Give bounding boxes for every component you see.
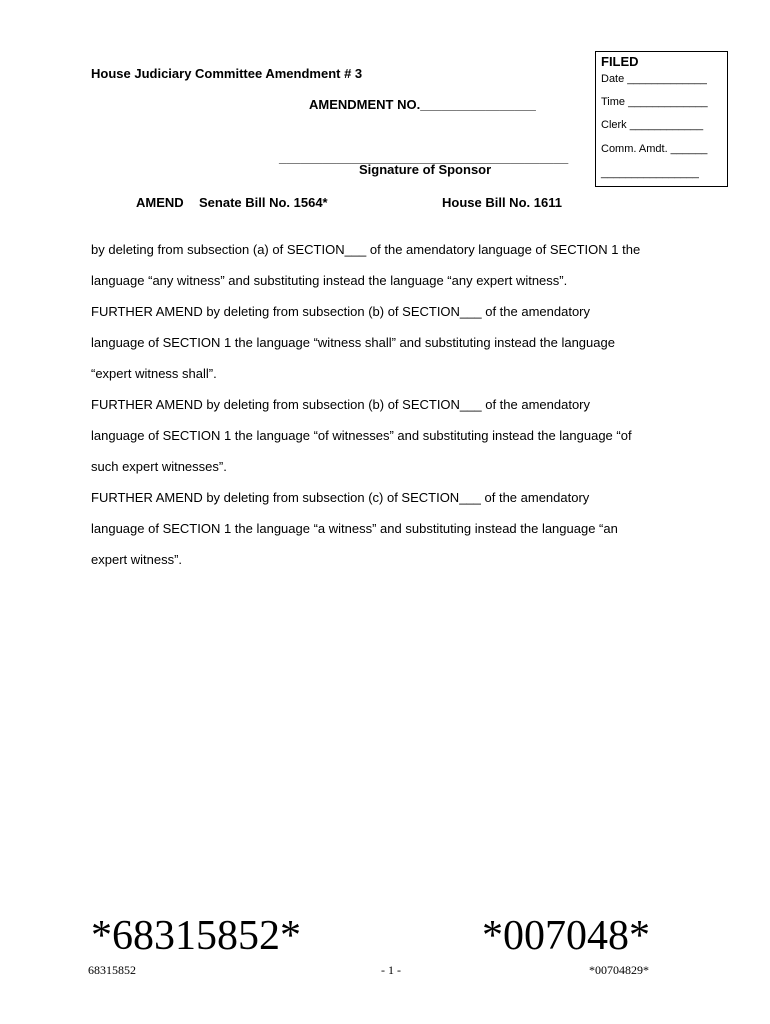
filed-time: Time _____________	[601, 96, 708, 108]
page-number: - 1 -	[381, 963, 401, 977]
barcode-right: *007048*	[482, 913, 650, 959]
body-line: FURTHER AMEND by deleting from subsection (b) of SECTION___ of the amendatory	[91, 397, 591, 412]
body-line: “expert witness shall”.	[91, 366, 217, 381]
body-line: language of SECTION 1 the language “a witness” and substituting instead the language “an	[91, 521, 618, 536]
filed-date: Date _____________	[601, 73, 707, 85]
senate-bill-number: Senate Bill No. 1564*	[199, 195, 328, 210]
footer-code-left: 68315852	[88, 963, 136, 977]
body-line: language of SECTION 1 the language “of witnesses” and substituting instead the language “of	[91, 428, 632, 443]
amend-label: AMEND	[136, 195, 184, 210]
body-line: language of SECTION 1 the language “witness shall” and substituting instead the language	[91, 335, 615, 350]
body-line: FURTHER AMEND by deleting from subsection (b) of SECTION___ of the amendatory	[91, 304, 591, 319]
amendment-number: AMENDMENT NO.________________	[309, 97, 536, 112]
filed-blank-line: ________________	[601, 167, 699, 179]
body-line: such expert witnesses”.	[91, 459, 227, 474]
house-bill-number: House Bill No. 1611	[442, 195, 562, 210]
signature-line: ________________________________________	[279, 150, 569, 165]
document-title: House Judiciary Committee Amendment # 3	[91, 66, 363, 81]
footer-code-right: *00704829*	[589, 963, 649, 977]
filed-clerk: Clerk ____________	[601, 119, 704, 131]
body-line: language “any witness” and substituting instead the language “any expert witness”.	[91, 273, 568, 288]
body-line: by deleting from subsection (a) of SECTION___ of the amendatory language of SECTION 1 the	[91, 242, 641, 257]
body-line: expert witness”.	[91, 552, 183, 567]
filed-title: FILED	[601, 54, 639, 69]
filed-comm-amdt: Comm. Amdt. ______	[601, 143, 708, 155]
barcode-left: *68315852*	[91, 913, 301, 959]
signature-label: Signature of Sponsor	[359, 162, 492, 177]
body-line: FURTHER AMEND by deleting from subsection (c) of SECTION___ of the amendatory	[91, 490, 590, 505]
